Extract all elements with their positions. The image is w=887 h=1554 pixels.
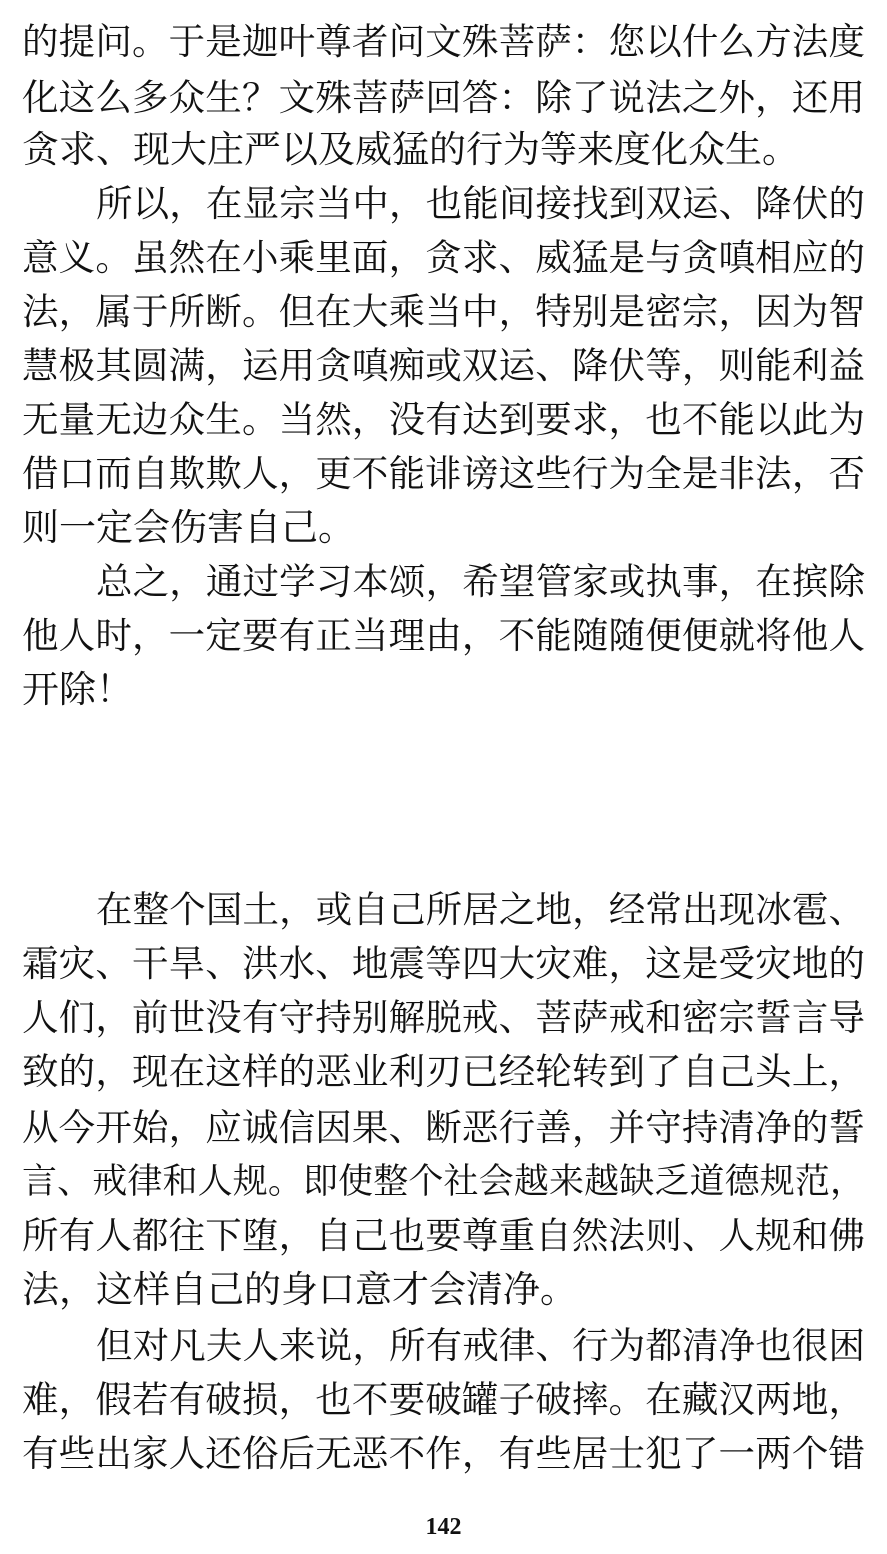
- paragraph-line: 致的，现在这样的恶业利刃已经轮转到了自己头上，: [22, 1050, 865, 1093]
- page-number: 142: [425, 1514, 462, 1540]
- verse-line: [145, 774, 745, 830]
- paragraph-line: 他人时，一定要有正当理由，不能随随便便就将他人: [22, 614, 865, 657]
- paragraph-line: 无量无边众生。当然，没有达到要求，也不能以此为: [22, 398, 865, 441]
- verse-line: [145, 827, 745, 883]
- paragraph-line: 法，这样自己的身口意才会清净。: [22, 1268, 577, 1311]
- paragraph-line: 则一定会伤害自己。: [22, 506, 355, 549]
- paragraph-line: 法，属于所断。但在大乘当中，特别是密宗，因为智: [22, 290, 865, 333]
- paragraph-line: 言、戒律和人规。即使整个社会越来越缺乏道德规范，: [22, 1162, 865, 1202]
- paragraph-line: 化这么多众生？文殊菩萨回答：除了说法之外，还用: [22, 76, 865, 119]
- paragraph-line: 从今开始，应诚信因果、断恶行善，并守持清净的誓: [22, 1106, 865, 1149]
- paragraph-line: 总之，通过学习本颂，希望管家或执事，在摈除: [96, 560, 865, 603]
- paragraph-line: 借口而自欺欺人，更不能诽谤这些行为全是非法，否: [22, 452, 865, 495]
- paragraph-line: 人们，前世没有守持别解脱戒、菩萨戒和密宗誓言导: [22, 996, 865, 1039]
- paragraph-line: 慧极其圆满，运用贪嗔痴或双运、降伏等，则能利益: [22, 344, 865, 387]
- paragraph-line: 意义。虽然在小乘里面，贪求、威猛是与贪嗔相应的: [22, 236, 865, 279]
- paragraph-line: 的提问。于是迦叶尊者问文殊菩萨：您以什么方法度: [22, 20, 865, 63]
- paragraph-line: 贪求、现大庄严以及威猛的行为等来度化众生。: [22, 128, 799, 171]
- paragraph-line: 霜灾、干旱、洪水、地震等四大灾难，这是受灾地的: [22, 942, 865, 985]
- paragraph-line: 所有人都往下堕，自己也要尊重自然法则、人规和佛: [22, 1214, 865, 1257]
- paragraph-line: 所以，在显宗当中，也能间接找到双运、降伏的: [96, 182, 865, 225]
- paragraph-line: 开除！: [22, 668, 133, 711]
- paragraph-line: 在整个国土，或自己所居之地，经常出现冰雹、: [96, 888, 865, 931]
- paragraph-line: 难，假若有破损，也不要破罐子破摔。在藏汉两地，: [22, 1378, 865, 1421]
- paragraph-line: 有些出家人还俗后无恶不作，有些居士犯了一两个错: [22, 1432, 865, 1475]
- paragraph-line: 但对凡夫人来说，所有戒律、行为都清净也很困: [96, 1324, 865, 1367]
